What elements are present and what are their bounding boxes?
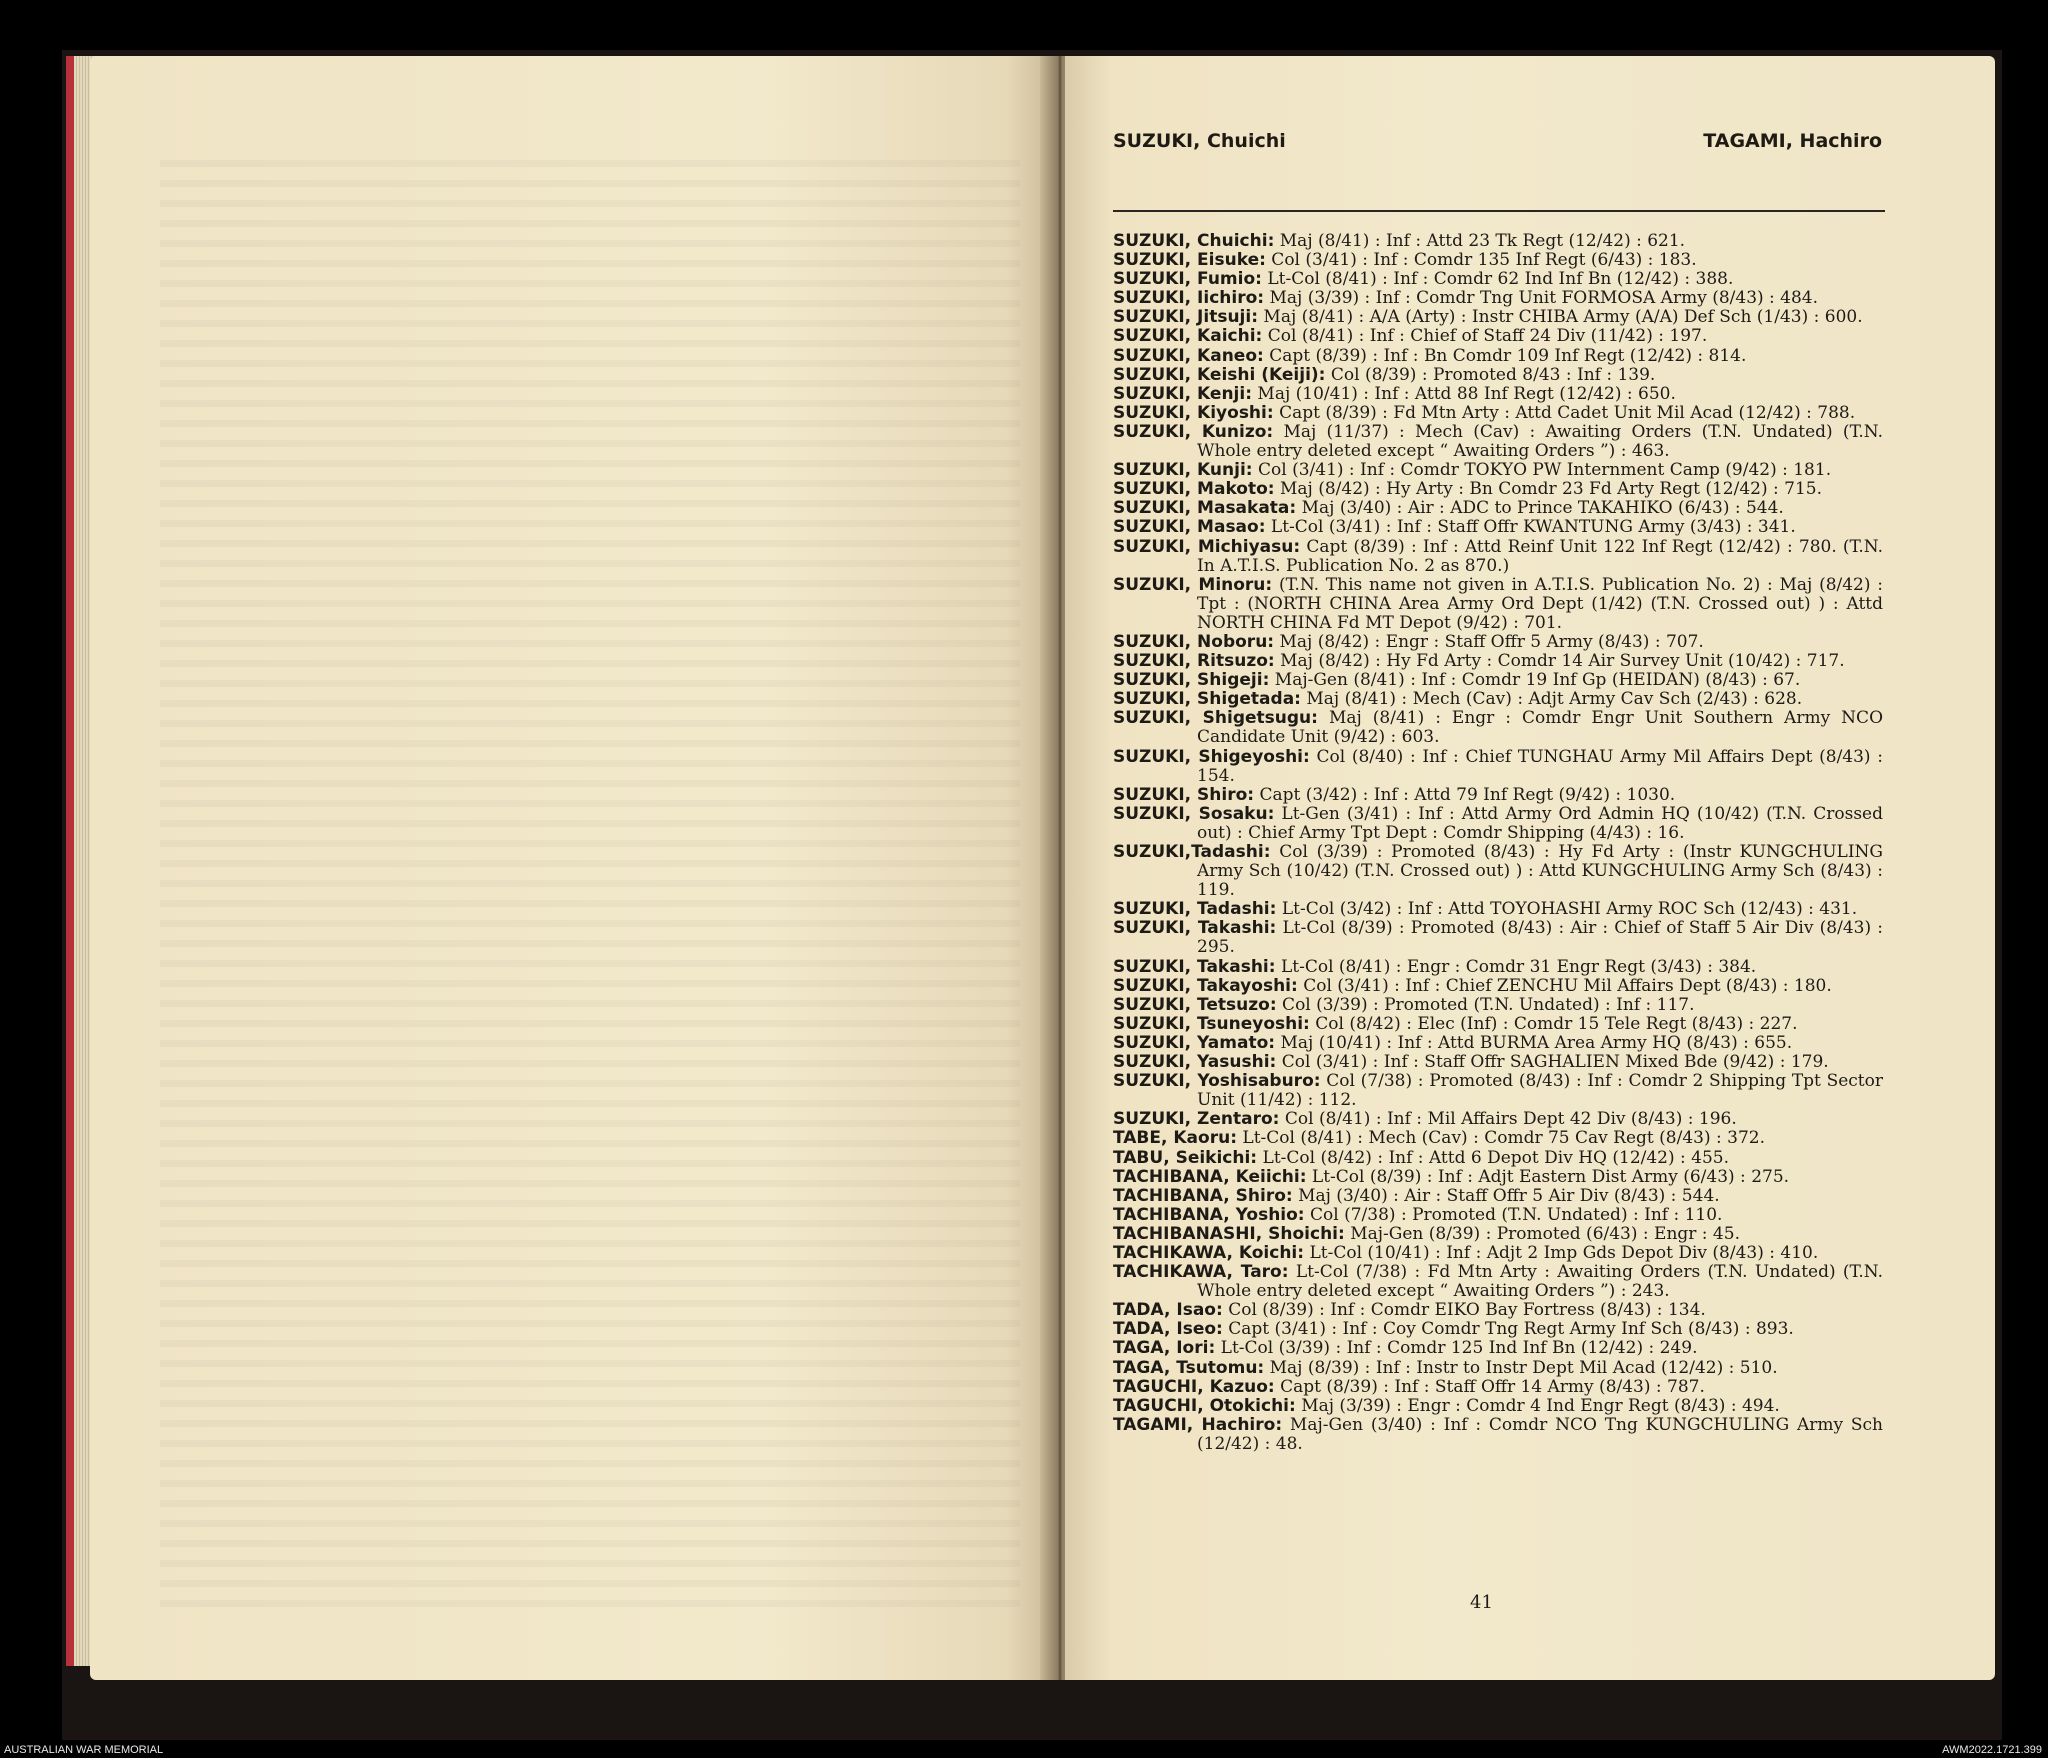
entry xyxy=(1113,461,1883,480)
entry-text: Maj (3/39) : Inf : Comdr Tng Unit FORMOSA Army (8/43) : 484. xyxy=(1264,288,1819,309)
entry xyxy=(1113,1301,1883,1320)
entry-text: Maj-Gen (8/39) : Promoted (6/43) : Engr : 45. xyxy=(1344,1223,1740,1244)
entry-name: SUZUKI, Kenji: xyxy=(1113,383,1253,404)
show-through-text xyxy=(160,160,1020,1610)
entry-name: SUZUKI, Yamato: xyxy=(1113,1032,1276,1053)
entry xyxy=(1113,805,1883,843)
entry-text: Lt-Col (8/41) : Engr : Comdr 31 Engr Regt (3/43) : 384. xyxy=(1275,956,1757,977)
entry-name: SUZUKI, Tetsuzo: xyxy=(1113,994,1277,1015)
header-rule xyxy=(1113,210,1885,212)
entry-text: Col (3/39) : Promoted (8/43) : Hy Fd Arty : (Instr KUNGCHULING Army Sch (10/42) (T.N. Crossed out) ) : Attd KUNGCHULING Army Sch (8/43) : 119. xyxy=(1197,842,1883,901)
entry-name: SUZUKI, Minoru: xyxy=(1113,574,1273,595)
entry xyxy=(1113,404,1883,423)
entry-name: SUZUKI, Kiyoshi: xyxy=(1113,402,1274,423)
entry-text: Col (8/41) : Inf : Chief of Staff 24 Div (11/42) : 197. xyxy=(1262,326,1708,347)
entry xyxy=(1113,1397,1883,1416)
entry-name: TACHIKAWA, Koichi: xyxy=(1113,1242,1305,1263)
entry xyxy=(1113,1168,1883,1187)
entry xyxy=(1113,1244,1883,1263)
entry xyxy=(1113,671,1883,690)
entry-text: Maj (8/41) : Inf : Attd 23 Tk Regt (12/42) : 621. xyxy=(1274,231,1686,251)
entry-text: Col (3/41) : Inf : Staff Offr SAGHALIEN Mixed Bde (9/42) : 179. xyxy=(1276,1052,1829,1073)
entry-text: Maj (8/39) : Inf : Instr to Instr Dept Mil Acad (12/42) : 510. xyxy=(1264,1357,1778,1378)
entry xyxy=(1113,1072,1883,1110)
entry xyxy=(1113,270,1883,289)
entry xyxy=(1113,308,1883,327)
entry-text: Maj (8/41) : Engr : Comdr Engr Unit Southern Army NCO Candidate Unit (9/42) : 603. xyxy=(1197,708,1884,748)
entry-name: SUZUKI, Noboru: xyxy=(1113,631,1275,652)
entry-name: SUZUKI, Shigeyoshi: xyxy=(1113,746,1310,767)
entry-name: TADA, Iseo: xyxy=(1113,1319,1223,1340)
entry-text: Maj (8/41) : A/A (Arty) : Instr CHIBA Army (A/A) Def Sch (1/43) : 600. xyxy=(1258,307,1863,328)
entry-name: SUZUKI, Yoshisaburo: xyxy=(1113,1071,1321,1092)
entry-name: TAGAMI, Hachiro: xyxy=(1113,1414,1283,1435)
entry-name: SUZUKI, Zentaro: xyxy=(1113,1109,1280,1130)
entry-name: SUZUKI, Eisuke: xyxy=(1113,250,1266,271)
entry xyxy=(1113,1149,1883,1168)
entry-name: SUZUKI, Jitsuji: xyxy=(1113,307,1259,328)
entry xyxy=(1113,1034,1883,1053)
entry-name: TACHIBANA, Shiro: xyxy=(1113,1185,1293,1206)
entry-list xyxy=(1113,232,1883,1454)
entry-name: TACHIBANA, Yoshio: xyxy=(1113,1204,1305,1225)
entry-name: SUZUKI, Sosaku: xyxy=(1113,803,1275,824)
entry-text: Maj (10/41) : Inf : Attd BURMA Area Army HQ (8/43) : 655. xyxy=(1275,1032,1793,1053)
entry xyxy=(1113,232,1883,251)
entry-text: Col (3/39) : Promoted (T.N. Undated) : Inf : 117. xyxy=(1276,994,1695,1015)
entry xyxy=(1113,900,1883,919)
entry-name: SUZUKI, Tadashi: xyxy=(1113,899,1277,920)
entry-name: SUZUKI, Shigetada: xyxy=(1113,689,1301,710)
entry xyxy=(1113,633,1883,652)
entry xyxy=(1113,347,1883,366)
entry xyxy=(1113,576,1883,633)
entry xyxy=(1113,1263,1883,1301)
entry-name: SUZUKI, Fumio: xyxy=(1113,269,1262,290)
entry-text: Lt-Col (7/38) : Fd Mtn Arty : Awaiting Orders (T.N. Undated) (T.N. Whole entry deleted except “ Awaiting Orders ”) : 243. xyxy=(1197,1262,1883,1302)
running-head-left: SUZUKI, Chuichi xyxy=(1113,130,1286,152)
entry-text: Maj (8/41) : Mech (Cav) : Adjt Army Cav Sch (2/43) : 628. xyxy=(1300,689,1803,710)
entry-name: SUZUKI,Tadashi: xyxy=(1113,842,1271,862)
entry-name: SUZUKI, Shiro: xyxy=(1113,784,1255,805)
entry xyxy=(1113,1015,1883,1034)
entry-name: TABE, Kaoru: xyxy=(1113,1128,1237,1149)
entry-text: (T.N. This name not given in A.T.I.S. Publication No. 2) : Maj (8/42) : Tpt : (NORTH CHINA Area Army Ord Dept (1/42) (T.N. Crossed out) ) : Attd NORTH CHINA Fd MT Depot (9/42) : 701. xyxy=(1197,574,1883,633)
entry-name: TAGA, Iori: xyxy=(1113,1338,1216,1359)
entry-text: Maj (11/37) : Mech (Cav) : Awaiting Orders (T.N. Undated) (T.N. Whole entry deleted except “ Awaiting Orders ”) : 463. xyxy=(1197,421,1883,462)
entry-name: TACHIKAWA, Taro: xyxy=(1113,1262,1289,1283)
entry xyxy=(1113,1416,1883,1454)
entry-name: TACHIBANA, Keiichi: xyxy=(1113,1166,1307,1187)
entry-name: SUZUKI, Kunji: xyxy=(1113,460,1253,481)
footer-credit: AUSTRALIAN WAR MEMORIAL xyxy=(4,1744,164,1756)
entry-name: TADA, Isao: xyxy=(1113,1300,1223,1321)
entry xyxy=(1113,958,1883,977)
entry xyxy=(1113,1129,1883,1148)
entry-text: Col (7/38) : Promoted (8/43) : Inf : Comdr 2 Shipping Tpt Sector Unit (11/42) : 112. xyxy=(1197,1071,1883,1111)
running-head-right: TAGAMI, Hachiro xyxy=(1703,130,1882,152)
entry-text: Lt-Gen (3/41) : Inf : Attd Army Ord Admin HQ (10/42) (T.N. Crossed out) : Chief Army Tpt Dept : Comdr Shipping (4/43) : 16. xyxy=(1197,803,1883,843)
entry xyxy=(1113,385,1883,404)
entry-name: TAGUCHI, Kazuo: xyxy=(1113,1376,1275,1397)
entry-name: TACHIBANASHI, Shoichi: xyxy=(1113,1223,1345,1244)
entry-name: SUZUKI, Kaneo: xyxy=(1113,345,1264,366)
entry-text: Col (8/39) : Promoted 8/43 : Inf : 139. xyxy=(1325,364,1656,385)
entry-name: SUZUKI, Ritsuzo: xyxy=(1113,651,1275,672)
entry-text: Lt-Col (3/41) : Inf : Staff Offr KWANTUNG Army (3/43) : 341. xyxy=(1265,517,1796,538)
entry-text: Lt-Col (8/41) : Mech (Cav) : Comdr 75 Cav Regt (8/43) : 372. xyxy=(1237,1128,1765,1149)
entry-name: SUZUKI, Masao: xyxy=(1113,517,1266,538)
entry-text: Col (3/41) : Inf : Chief ZENCHU Mil Affairs Dept (8/43) : 180. xyxy=(1297,975,1832,996)
entry xyxy=(1113,996,1883,1015)
entry-text: Lt-Col (8/41) : Inf : Comdr 62 Ind Inf Bn (12/42) : 388. xyxy=(1261,269,1734,290)
entry-name: SUZUKI, Tsuneyoshi: xyxy=(1113,1013,1310,1034)
entry-name: SUZUKI, Kunizo: xyxy=(1113,421,1274,442)
entry-text: Capt (3/41) : Inf : Coy Comdr Tng Regt Army Inf Sch (8/43) : 893. xyxy=(1222,1319,1794,1340)
entry-text: Col (8/42) : Elec (Inf) : Comdr 15 Tele Regt (8/43) : 227. xyxy=(1309,1013,1798,1034)
entry-text: Maj (8/42) : Hy Arty : Bn Comdr 23 Fd Arty Regt (12/42) : 715. xyxy=(1274,479,1822,500)
entry-text: Maj-Gen (3/40) : Inf : Comdr NCO Tng KUNGCHULING Army Sch (12/42) : 48. xyxy=(1197,1414,1883,1454)
entry xyxy=(1113,480,1883,499)
entry-text: Col (8/39) : Inf : Comdr EIKO Bay Fortress (8/43) : 134. xyxy=(1222,1300,1706,1321)
entry-text: Capt (8/39) : Inf : Attd Reinf Unit 122 Inf Regt (12/42) : 780. (T.N. In A.T.I.S. Publication No. 2 as 870.) xyxy=(1197,536,1883,576)
entry-text: Capt (3/42) : Inf : Attd 79 Inf Regt (9/42) : 1030. xyxy=(1254,784,1676,805)
entry-name: SUZUKI, Michiyasu: xyxy=(1113,536,1301,557)
entry-text: Lt-Col (10/41) : Inf : Adjt 2 Imp Gds Depot Div (8/43) : 410. xyxy=(1304,1242,1819,1263)
entry xyxy=(1113,786,1883,805)
entry xyxy=(1113,1187,1883,1206)
entry-name: SUZUKI, Keishi (Keiji): xyxy=(1113,364,1326,385)
entry-name: SUZUKI, Takayoshi: xyxy=(1113,975,1298,996)
entry-text: Capt (8/39) : Inf : Bn Comdr 109 Inf Regt (12/42) : 814. xyxy=(1263,345,1747,366)
entry-text: Lt-Col (8/39) : Promoted (8/43) : Air : Chief of Staff 5 Air Div (8/43) : 295. xyxy=(1197,918,1883,958)
entry-name: SUZUKI, Iichiro: xyxy=(1113,288,1265,309)
entry xyxy=(1113,1110,1883,1129)
entry xyxy=(1113,518,1883,537)
entry-name: SUZUKI, Kaichi: xyxy=(1113,326,1263,347)
entry-name: SUZUKI, Shigetsugu: xyxy=(1113,708,1318,729)
entry xyxy=(1113,843,1883,900)
entry-text: Col (8/41) : Inf : Mil Affairs Dept 42 Div (8/43) : 196. xyxy=(1279,1109,1737,1130)
entry-name: SUZUKI, Makoto: xyxy=(1113,479,1275,500)
entry-name: SUZUKI, Chuichi: xyxy=(1113,231,1275,251)
entry xyxy=(1113,1320,1883,1339)
entry-name: SUZUKI, Takashi: xyxy=(1113,918,1277,939)
entry-text: Lt-Col (8/42) : Inf : Attd 6 Depot Div HQ (12/42) : 455. xyxy=(1257,1147,1730,1168)
entry-text: Maj (8/42) : Hy Fd Arty : Comdr 14 Air Survey Unit (10/42) : 717. xyxy=(1274,651,1845,672)
entry-text: Capt (8/39) : Fd Mtn Arty : Attd Cadet Unit Mil Acad (12/42) : 788. xyxy=(1273,402,1856,423)
entry-text: Maj (8/42) : Engr : Staff Offr 5 Army (8/43) : 707. xyxy=(1274,631,1704,652)
entry xyxy=(1113,289,1883,308)
entry-name: TABU, Seikichi: xyxy=(1113,1147,1258,1168)
page-number: 41 xyxy=(1470,1592,1493,1613)
entry-text: Capt (8/39) : Inf : Staff Offr 14 Army (8/43) : 787. xyxy=(1274,1376,1705,1397)
entry-text: Maj (3/40) : Air : Staff Offr 5 Air Div (8/43) : 544. xyxy=(1292,1185,1720,1206)
entry xyxy=(1113,1359,1883,1378)
entry-text: Col (3/41) : Inf : Comdr TOKYO PW Internment Camp (9/42) : 181. xyxy=(1252,460,1832,481)
entry-text: Maj (3/39) : Engr : Comdr 4 Ind Engr Regt (8/43) : 494. xyxy=(1295,1395,1780,1416)
entry-name: SUZUKI, Takashi: xyxy=(1113,956,1276,977)
entry xyxy=(1113,251,1883,270)
entry xyxy=(1113,977,1883,996)
entry xyxy=(1113,1339,1883,1358)
entry-text: Maj (10/41) : Inf : Attd 88 Inf Regt (12/42) : 650. xyxy=(1252,383,1676,404)
entry-text: Col (8/40) : Inf : Chief TUNGHAU Army Mil Affairs Dept (8/43) : 154. xyxy=(1197,746,1883,786)
entry-text: Maj-Gen (8/41) : Inf : Comdr 19 Inf Gp (HEIDAN) (8/43) : 67. xyxy=(1269,670,1801,691)
entry-text: Col (7/38) : Promoted (T.N. Undated) : Inf : 110. xyxy=(1304,1204,1723,1225)
entry xyxy=(1113,499,1883,518)
entry xyxy=(1113,1225,1883,1244)
entry xyxy=(1113,538,1883,576)
entry-name: TAGA, Tsutomu: xyxy=(1113,1357,1265,1378)
entry xyxy=(1113,366,1883,385)
entry-name: SUZUKI, Yasushi: xyxy=(1113,1052,1277,1073)
entry xyxy=(1113,327,1883,346)
entry-name: TAGUCHI, Otokichi: xyxy=(1113,1395,1296,1416)
entry xyxy=(1113,748,1883,786)
entry-text: Lt-Col (3/39) : Inf : Comdr 125 Ind Inf Bn (12/42) : 249. xyxy=(1215,1338,1698,1359)
entry-name: SUZUKI, Masakata: xyxy=(1113,498,1297,519)
entry-text: Lt-Col (3/42) : Inf : Attd TOYOHASHI Army ROC Sch (12/43) : 431. xyxy=(1276,899,1858,920)
entry xyxy=(1113,1053,1883,1072)
entry xyxy=(1113,1206,1883,1225)
entry xyxy=(1113,423,1883,461)
footer-accession-number: AWM2022.1721.399 xyxy=(1942,1744,2042,1756)
entry xyxy=(1113,1378,1883,1397)
entry xyxy=(1113,919,1883,957)
entry xyxy=(1113,652,1883,671)
entry-text: Maj (3/40) : Air : ADC to Prince TAKAHIKO (6/43) : 544. xyxy=(1296,498,1784,519)
entry xyxy=(1113,690,1883,709)
entry-text: Lt-Col (8/39) : Inf : Adjt Eastern Dist Army (6/43) : 275. xyxy=(1306,1166,1790,1187)
entry-text: Col (3/41) : Inf : Comdr 135 Inf Regt (6/43) : 183. xyxy=(1265,250,1697,271)
entry-name: SUZUKI, Shigeji: xyxy=(1113,670,1270,691)
entry xyxy=(1113,709,1883,747)
